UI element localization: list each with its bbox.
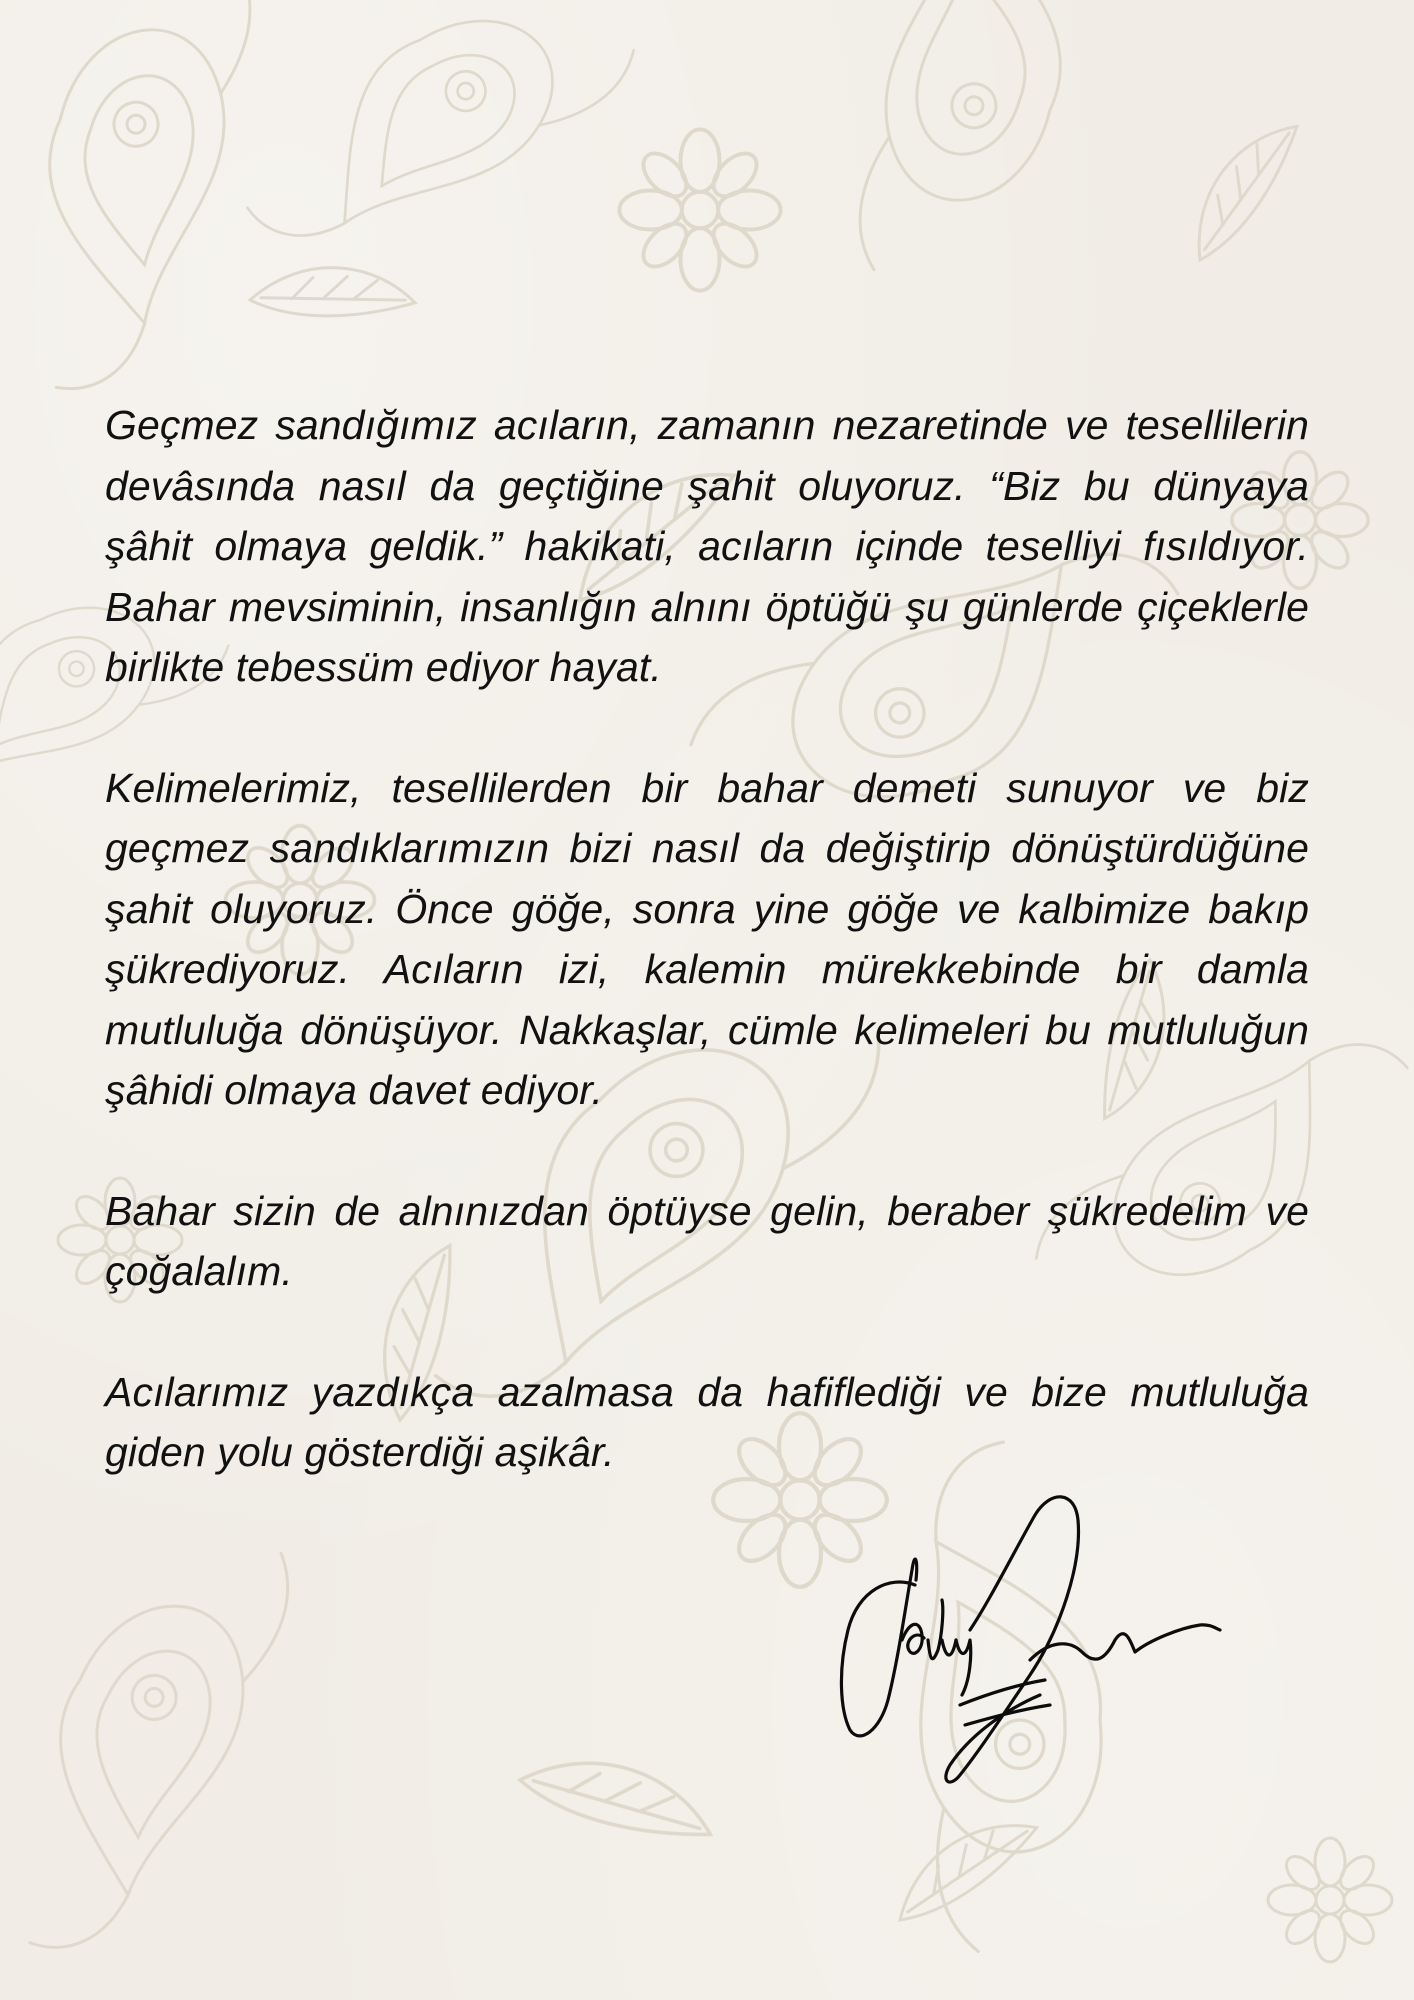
- letter-paragraph-4: Acılarımız yazdıkça azalmasa da hafiflediği ve bize mutluluğa giden yolu gösterdiği aşikâr.: [105, 1368, 1309, 1475]
- letter-paragraph-1: Geçmez sandığımız acıların, zamanın nezaretinde ve tesellilerin devâsında nasıl da geçtiğine şahit oluyoruz. “Biz bu dünyaya şâhit olmaya geldik.” hakikati, acıların içinde teselliyi fısıldıyor. Bahar mevsiminin, insanlığın alnını öptüğü şu günlerde çiçeklerle birlikte tebessüm ediyor hayat.: [105, 402, 1309, 690]
- letter-paragraph-2: Kelimelerimiz, tesellilerden bir bahar demeti sunuyor ve biz geçmez sandıklarımızın bizi nasıl da değiştirip dönüştürdüğüne şahit oluyoruz. Önce göğe, sonra yine göğe ve kalbimize bakıp şükrediyoruz. Acıların izi, kalemin mürekkebinde bir damla mutluluğa dönüşüyor. Nakkaşlar, cümle kelimeleri bu mutluluğun şâhidi olmaya davet ediyor.: [105, 764, 1309, 1113]
- handwritten-signature: [820, 1490, 1240, 1800]
- letter-body: [105, 395, 1309, 1543]
- letter-paragraph-3: Bahar sizin de alnınızdan öptüyse gelin, beraber şükredelim ve çoğalalım.: [105, 1187, 1309, 1294]
